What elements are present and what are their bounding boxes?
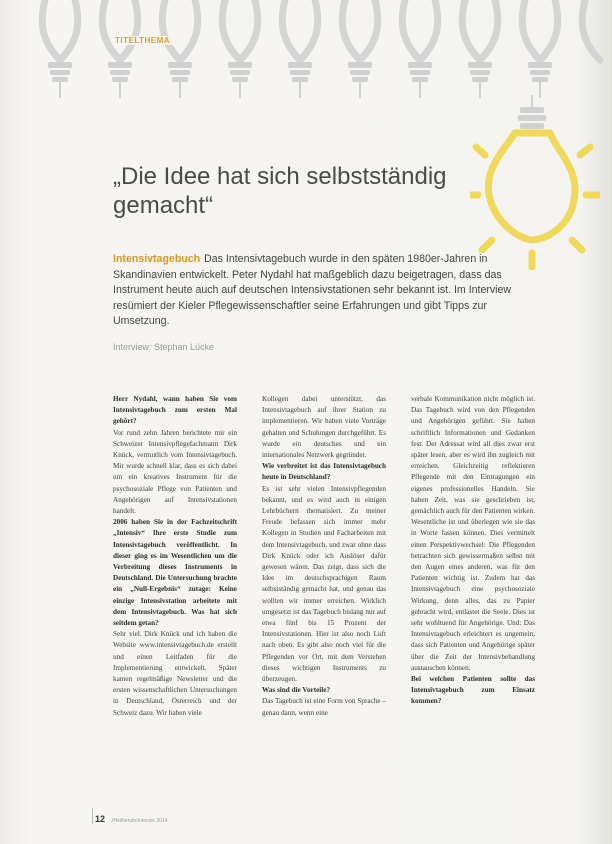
article-headline: „Die Idee hat sich selbstständig gemacht“ [113, 163, 447, 219]
text-column-3 [411, 394, 535, 708]
interview-answer: Sehr viel. Dirk Knück und ich haben die Website www.intensivtagebuch.de erstellt und einen Leitfaden für die Implementierung entwickelt. Später kamen regelmäßige Newsletter und die ersten wissenschaftlichen Untersuchungen in Deutschland, Österreich und der Schweiz dazu. Wir haben viele [113, 630, 237, 717]
interview-question: Herr Nydahl, wann haben Sie vom Intensivtagebuch zum ersten Mal gehört? [113, 395, 237, 426]
interview-answer: verbale Kommunikation nicht möglich ist. Das Tagebuch wird von den Pflegenden und Angehörigen geführt. Sie halten schriftlich Informationen und Gedanken fest. Der Adressat wird all dies zwar erst später lesen, aber es wird ihn zugleich mit erreichen. Gleichzeitig reflektieren Pflegende mit den Eintragungen ein eigenes professionelles Handeln. Sie haben Zeit, was sie geschrieben ist, gemächlich auch für den Patienten wirken. Wesentliche ist und überlegen wie sie das in Worte fassen können. Dies vermittelt einen Perspektivwechsel: Die Pflegenden betrachten sich gewissermaßen selbst mit den Augen eines anderen, was für den Patienten wichtig ist. Zudem hat das Intensivtagebuch eine psychosoziale Wirkung, denn alles, das zu Papier gebracht wird, entlastet die Seele. Dies ist sehr wohltuend für Angehörige. Und: Das Intensivtagebuch erleichtert es ungemein, dass sich Patienten und Angehörige später über die Zeit der Intensivbehandlung austauschen können. [411, 395, 535, 672]
bulb-sockets-icon [48, 62, 552, 82]
interview-answer: Vor rund zehn Jahren berichtete mir ein Schweizer Intensivpflegefachmann Dirk Knück, vermutlich vom Intensivtagebuch. Mir wurde schnell klar, dass es sich dabei um ein kreatives Instrument für die psychosoziale Pflege von Patienten und Angehörigen auf Intensivstationen handelt. [113, 428, 237, 516]
interview-question: Bei welchen Patienten sollte das Intensivtagebuch zum Einsatz kommen? [411, 675, 535, 706]
lead-text: Das Intensivtagebuch wurde in den späten 1980er-Jahren in Skandinavien entwickelt. Peter Nydahl hat maßgeblich dazu beigetragen, dass das Instrument heute auch auf deutschen Intensivstationen sehr bekannt ist. Im Interview resümiert der Kieler Pflegewissenschaftler seine Erfahrungen und gibt Tipps zur Umsetzung. [113, 253, 512, 327]
interview-answer: Das Tagebuch ist eine Form von Sprache – genau dann, wenn eine [262, 697, 386, 717]
footer-divider [92, 808, 93, 824]
unlit-bulbs-icon [42, 0, 600, 60]
page-footer [95, 814, 167, 824]
page-number: 12 [95, 814, 106, 824]
article-lead [113, 252, 528, 330]
text-column-2 [262, 394, 386, 719]
section-kicker: TITELTHEMA [115, 36, 171, 45]
interview-question: Was sind die Vorteile? [262, 686, 331, 695]
interview-answer: Es ist sehr vielen Intensivpflegenden bekannt, und es wird auch in einigen Lehrbüchern thematisiert. Zu meiner Freude befassen sich immer mehr Kollegen in Studien und Facharbeiten mit dem Intensivtagebuch, und zwar ohne dass Dirk Knück oder ich Auslöser dafür gewesen wären. Das zeigt, dass sich die Idee im deutschsprachigen Raum selbstständig gemacht hat, und genau das wollten wir immer erreichen. Wirklich umgesetzt ist das Tagebuch bislang nur auf etwa fünf bis 15 Prozent der Intensivstationen. Hier ist also noch Luft nach oben. Es gibt also noch viel für die Pflegenden vor Ort, mit dem Verstehen dieses wichtigen Instruments zu überzeugen. [262, 484, 386, 684]
interview-question: 2006 haben Sie in der Fachzeitschrift „Intensiv“ Ihre erste Studie zum Intensivtagebuch veröffentlicht. In dieser ging es im Wesentlichen um die Verbreitung dieses Instruments in Deutschland. Die Untersuchung brachte ein „Null-Ergebnis“ zutage: Keine einzige Intensivstation arbeitete mit dem Intensivtagebuch. Was hat sich seitdem getan? [113, 518, 237, 628]
interview-question: Wie verbreitet ist das Intensivtagebuch heute in Deutschland? [262, 462, 386, 482]
interview-answer: Kollegen dabei unterstützt, das Intensivtagebuch auf ihrer Station zu implementieren. Wir haben viele Vorträge gehalten und Schulungen durchgeführt. Es wurde ein deutsches und ein internationales Netzwerk gegründet. [262, 395, 386, 460]
lead-label: Intensivtagebuch [113, 253, 201, 265]
text-column-1 [113, 394, 237, 719]
article-byline: Interview: Stephan Lücke [113, 342, 215, 352]
magazine-name: JHeilberufe/Intensiv 2014 [111, 818, 168, 824]
